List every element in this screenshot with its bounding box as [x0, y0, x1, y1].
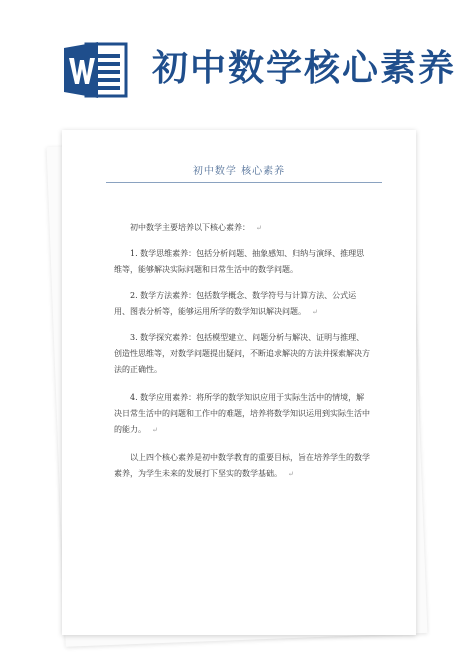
paragraph-method-literacy: [114, 288, 372, 320]
word-document-icon: [64, 40, 128, 100]
paragraph-thinking-literacy: [114, 246, 372, 278]
document-title: 初中数学 核心素养: [192, 166, 286, 177]
document-page: [62, 130, 416, 635]
paragraph-exploration-literacy: [114, 330, 372, 378]
paragraph-text: 3. 数学探究素养：包括模型建立、问题分析与解决、证明与推理、创造性思维等，对数学问题提出疑问，不断追求解决的方法并探索解决方法的正确性。: [114, 333, 370, 374]
paragraph-mark-icon: ↵: [312, 308, 318, 316]
paragraph-text: 以上四个核心素养是初中数学教育的重要目标，旨在培养学生的数学素养，为学生未来的发展打下坚实的数学基础。: [114, 453, 370, 478]
paragraph-text: 2. 数学方法素养：包括数学概念、数学符号与计算方法、公式运用、图表分析等，能够运用所学的数学知识解决问题。: [114, 291, 357, 316]
paragraph-mark-icon: ↵: [152, 426, 158, 434]
paragraph-application-literacy: [114, 390, 372, 438]
paragraph-intro: [114, 220, 372, 236]
banner-title: 初中数学核心素养: [152, 47, 457, 89]
paragraph-text: 1. 数学思维素养：包括分析问题、抽象感知、归纳与演绎、推理思维等，能够解决实际问题和日常生活中的数学问题。: [114, 249, 365, 274]
title-divider: [106, 182, 382, 183]
paragraph-mark-icon: ↵: [288, 470, 294, 478]
banner: [0, 0, 474, 125]
paragraph-text: 初中数学主要培养以下核心素养：: [130, 223, 250, 232]
paragraph-mark-icon: ↵: [256, 224, 262, 232]
paragraph-conclusion: [114, 450, 372, 482]
paragraph-text: 4. 数学应用素养：将所学的数学知识应用于实际生活中的情境，解决日常生活中的问题和工作中的难题，培养将数学知识运用到实际生活中的能力。: [114, 393, 370, 434]
